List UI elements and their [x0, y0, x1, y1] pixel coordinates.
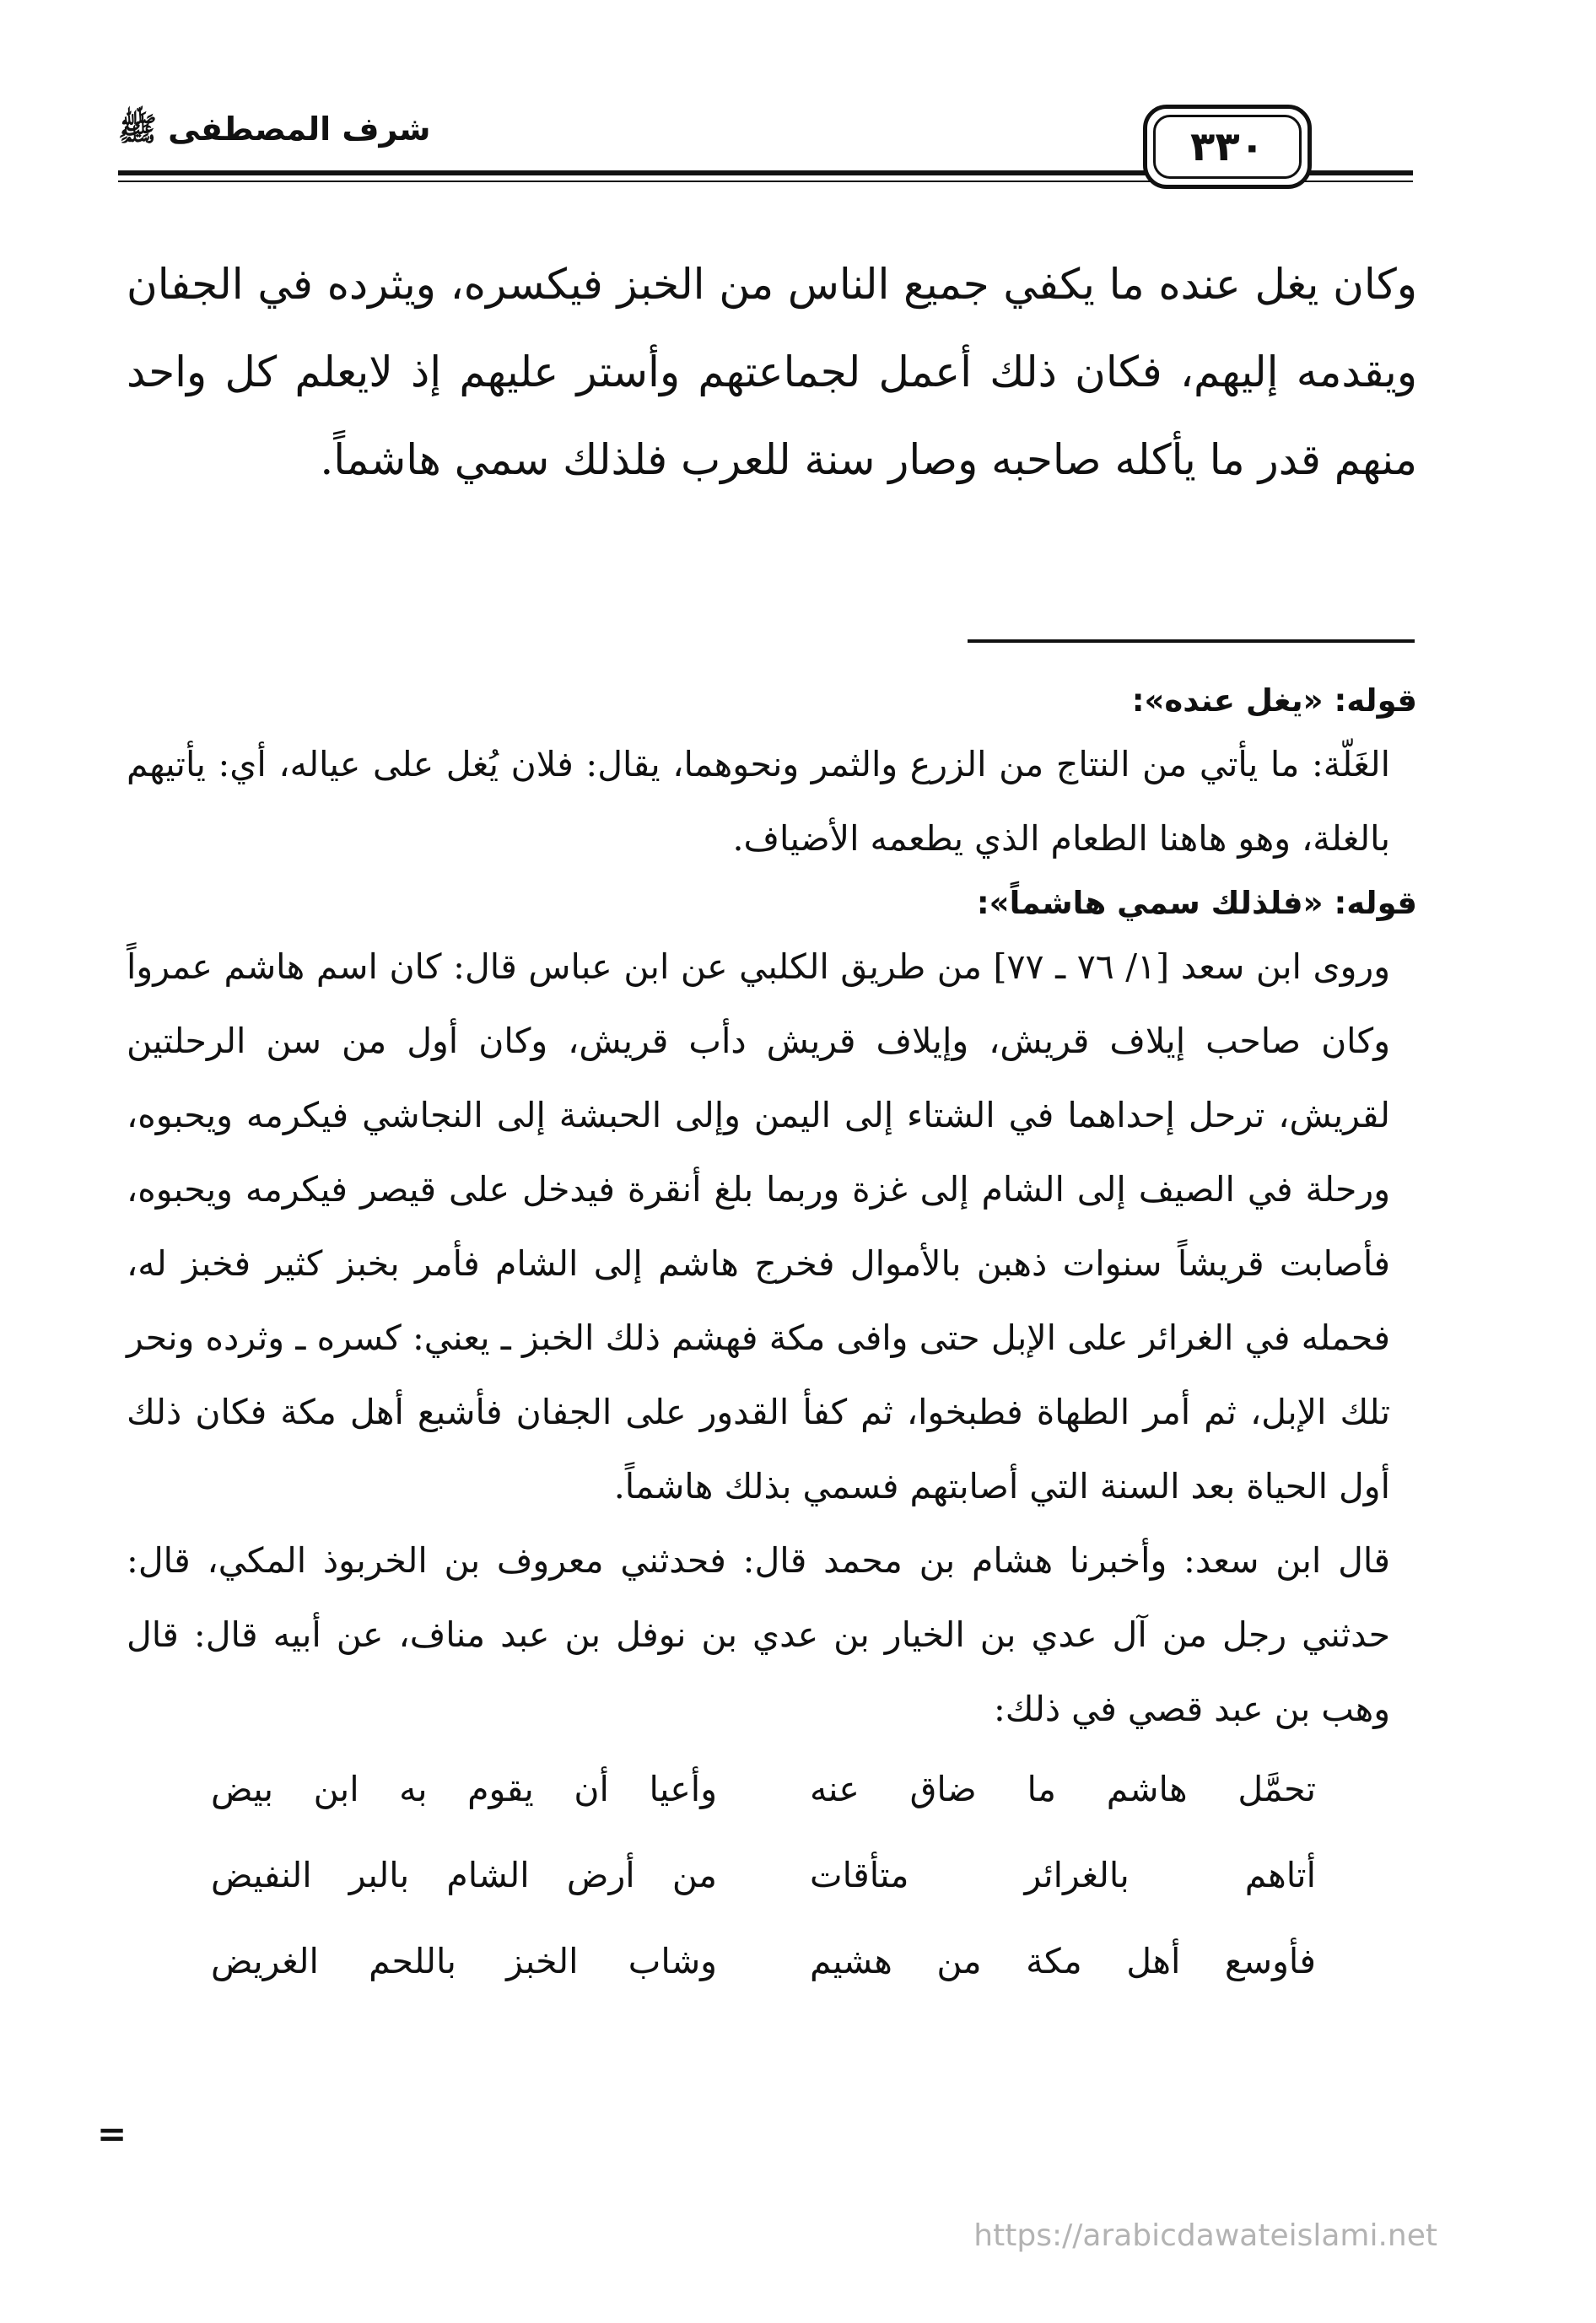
note-heading: قوله: «فلذلك سمي هاشماً»: [976, 885, 1417, 921]
verse-first-hemistich: فأوسع أهل مكة من هشيم [810, 1941, 1316, 1981]
note-paragraph: الغَلّة: ما يأتي من النتاج من الزرع والثمر ونحوهما، يقال: فلان يُغل على عياله، أي: يأتيهم بالغلة، وهو هاهنا الطعام الذي يطعمه الأضياف. [127, 744, 1390, 859]
poem-verse [211, 1918, 1316, 2004]
commentary-section [127, 675, 1417, 2004]
verse-first-hemistich: تحمَّل هاشم ما ضاق عنه [810, 1769, 1316, 1809]
main-paragraph: وكان يغل عنده ما يكفي جميع الناس من الخبز فيكسره، ويثرده في الجفان ويقدمه إليهم، فكان ذلك أعمل لجماعتهم وأستر عليهم إذ لايعلم كل واحد منهم قدر ما يأكله صاحبه وصار سنة للعرب فلذلك سمي هاشماً. [127, 260, 1417, 484]
note-heading: قوله: «يغل عنده»: [1131, 682, 1417, 719]
verse-second-hemistich: من أرض الشام بالبر النفيض [211, 1855, 717, 1895]
continuation-mark: = [97, 2113, 127, 2154]
source-watermark: https://arabicdawateislami.net [973, 2218, 1437, 2253]
note-paragraph: وروى ابن سعد [١/ ٧٦ ـ ٧٧] من طريق الكلبي عن ابن عباس قال: كان اسم هاشم عمرواً وكان صاحب إيلاف قريش، وإيلاف قريش دأب قريش، وكان أول من سن الرحلتين لقريش، ترحل إحداهما في الشتاء إلى اليمن وإلى الحبشة إلى النجاشي فيكرمه ويحبوه، ورحلة في الصيف إلى الشام إلى غزة وربما بلغ أنقرة فيدخل على قيصر فيكرمه ويحبوه، فأصابت قريشاً سنوات ذهبن بالأموال فخرج هاشم إلى الشام فأمر بخبز كثير فخبز له، فحمله في الغرائر على الإبل حتى وافى مكة فهشم ذلك الخبز ـ يعني: كسره ـ وثرده ونحر تلك الإبل، ثم أمر الطهاة فطبخوا، ثم كفأ القدور على الجفان فأشبع أهل مكة فكان ذلك أول الحياة بعد السنة التي أصابتهم فسمي بذلك هاشماً. [127, 946, 1390, 1506]
poem-verse [211, 1832, 1316, 1918]
verse-first-hemistich: أتاهم بالغرائر متأقات [810, 1855, 1316, 1895]
page-number-frame [1143, 105, 1312, 189]
page-number: ٣٣٠ [1153, 115, 1302, 179]
verse-second-hemistich: وأعيا أن يقوم به ابن بيض [211, 1769, 717, 1809]
commentary-divider [968, 639, 1415, 643]
poem-verse [211, 1746, 1316, 1832]
page-header [118, 101, 1413, 194]
poem-block [211, 1746, 1316, 2004]
running-title: شرف المصطفى ﷺ [118, 110, 431, 148]
verse-second-hemistich: وشاب الخبز باللحم الغريض [211, 1941, 717, 1981]
note-paragraph: قال ابن سعد: وأخبرنا هشام بن محمد قال: فحدثني معروف بن الخربوذ المكي، قال: حدثني رجل من آل عدي بن الخيار بن عدي بن نوفل بن عبد مناف، عن أبيه قال: قال وهب بن عبد قصي في ذلك: [127, 1540, 1390, 1729]
